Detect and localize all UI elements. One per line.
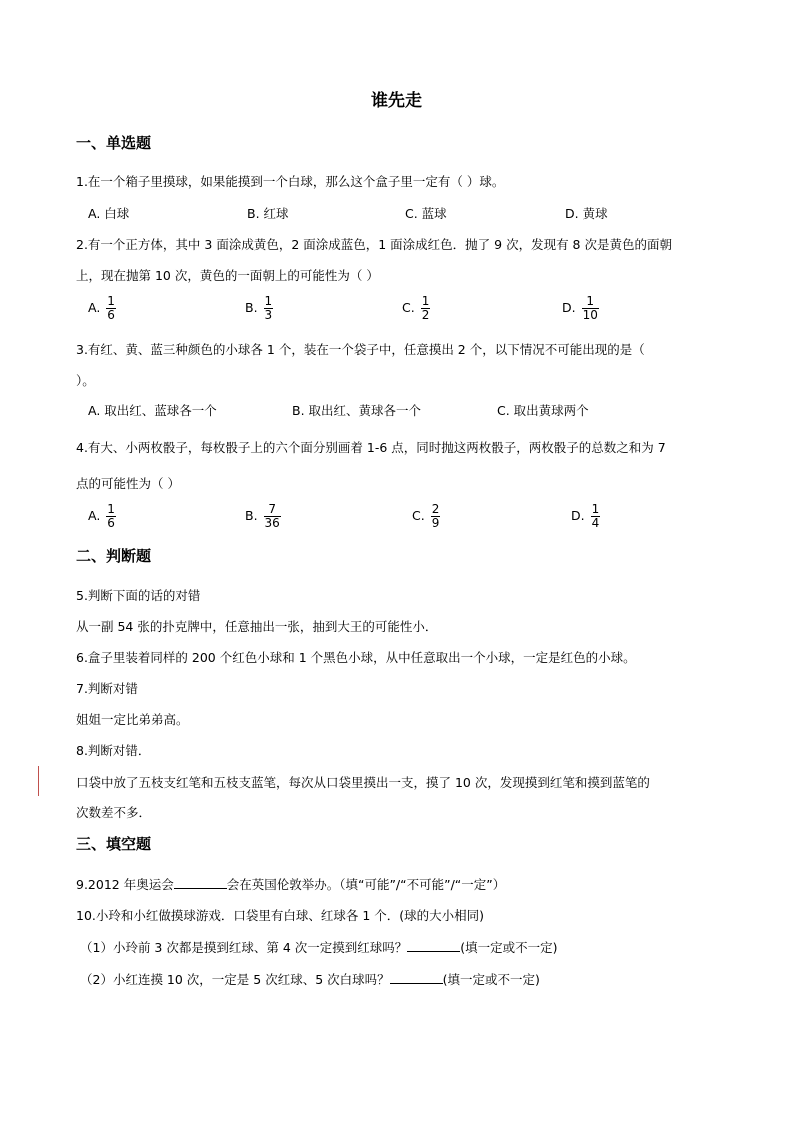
section-heading-true-false: 二、判断题 xyxy=(76,547,152,565)
q4-option-c[interactable] xyxy=(412,503,440,530)
fraction xyxy=(106,503,116,530)
fraction xyxy=(421,295,431,322)
question-3-line-2: ）。 xyxy=(76,373,95,388)
fraction-numerator: 7 xyxy=(268,502,276,516)
fraction-denominator: 9 xyxy=(431,516,440,530)
fraction-denominator: 6 xyxy=(107,516,115,530)
q2-option-a[interactable] xyxy=(88,295,116,322)
option-label: C. xyxy=(412,508,425,523)
q2-option-d[interactable] xyxy=(562,295,599,322)
fraction-numerator: 1 xyxy=(586,294,595,308)
question-6-line-1: 6.盒子里装着同样的 200 个红色小球和 1 个黑色小球，从中任意取出一个小球，一定是红色的小球。 xyxy=(76,650,636,665)
sub-question-hint: (填一定或不一定) xyxy=(460,940,558,955)
fraction xyxy=(582,295,599,322)
fraction xyxy=(431,503,441,530)
fraction-denominator: 4 xyxy=(591,516,600,530)
option-label: B. xyxy=(245,508,258,523)
fraction xyxy=(106,295,116,322)
edit-margin-mark xyxy=(38,766,39,796)
answer-blank[interactable] xyxy=(174,876,227,889)
q2-option-c[interactable] xyxy=(402,295,430,322)
question-2-line-2: 上，现在抛第 10 次，黄色的一面朝上的可能性为（ ） xyxy=(76,268,379,283)
q1-option-a[interactable]: A. 白球 xyxy=(88,206,130,221)
fraction-denominator: 10 xyxy=(582,308,598,322)
question-10-line-1: 10.小玲和小红做摸球游戏．口袋里有白球、红球各 1 个．(球的大小相同) xyxy=(76,908,485,923)
q1-option-b[interactable]: B. 红球 xyxy=(247,206,289,221)
q3-option-b[interactable]: B. 取出红、黄球各一个 xyxy=(292,403,422,418)
question-1-text: 1.在一个箱子里摸球，如果能摸到一个白球，那么这个盒子里一定有（ ）球。 xyxy=(76,174,505,189)
fraction-numerator: 1 xyxy=(107,502,115,516)
fraction-numerator: 2 xyxy=(431,502,440,516)
section-heading-single-choice: 一、单选题 xyxy=(76,134,152,152)
question-9-suffix: 会在英国伦敦举办。（填“可能”/“不可能”/“一定”） xyxy=(226,877,506,892)
question-8-line-2: 口袋中放了五枝支红笔和五枝支蓝笔，每次从口袋里摸出一支，摸了 10 次，发现摸到红笔和摸到蓝笔的 xyxy=(76,775,650,790)
fraction xyxy=(264,295,274,322)
question-5-line-1: 5.判断下面的话的对错 xyxy=(76,588,201,603)
q3-option-a[interactable]: A. 取出红、蓝球各一个 xyxy=(88,403,217,418)
q4-option-b[interactable] xyxy=(245,503,281,530)
fraction-numerator: 1 xyxy=(591,502,600,516)
option-label: A. xyxy=(88,300,101,315)
sub-question-text: （1）小玲前 3 次都是摸到红球、第 4 次一定摸到红球吗？ xyxy=(80,940,408,955)
question-3-line-1: 3.有红、黄、蓝三种颜色的小球各 1 个，装在一个袋子中，任意摸出 2 个，以下情况不可能出现的是（ xyxy=(76,342,645,357)
answer-blank[interactable] xyxy=(407,939,460,952)
question-4-line-1: 4.有大、小两枚骰子，每枚骰子上的六个面分别画着 1-6 点，同时抛这两枚骰子，两枚骰子的总数之和为 7 xyxy=(76,440,666,455)
q1-option-c[interactable]: C. 蓝球 xyxy=(405,206,447,221)
option-label: C. xyxy=(402,300,415,315)
fraction-denominator: 3 xyxy=(264,308,273,322)
q2-option-b[interactable] xyxy=(245,295,273,322)
sub-question-text: （2）小红连摸 10 次，一定是 5 次红球、5 次白球吗？ xyxy=(80,972,390,987)
q1-option-d[interactable]: D. 黄球 xyxy=(565,206,608,221)
question-5-line-2: 从一副 54 张的扑克牌中，任意抽出一张，抽到大王的可能性小． xyxy=(76,619,438,634)
question-9-prefix: 9.2012 年奥运会 xyxy=(76,877,174,892)
fraction-denominator: 6 xyxy=(107,308,115,322)
question-8-line-1: 8.判断对错． xyxy=(76,743,151,758)
question-4-line-2: 点的可能性为（ ） xyxy=(76,476,180,491)
question-2-line-1: 2.有一个正方体，其中 3 面涂成黄色，2 面涂成蓝色，1 面涂成红色．抛了 9 次，发现有 8 次是黄色的面朝 xyxy=(76,237,672,252)
option-label: B. xyxy=(245,300,258,315)
q4-option-a[interactable] xyxy=(88,503,116,530)
fraction-denominator: 2 xyxy=(421,308,430,322)
option-label: D. xyxy=(562,300,576,315)
fraction-denominator: 36 xyxy=(264,516,280,530)
option-label: D. xyxy=(571,508,585,523)
q3-option-c[interactable]: C. 取出黄球两个 xyxy=(497,403,589,418)
question-10-sub-2 xyxy=(80,970,540,988)
question-10-sub-1 xyxy=(80,938,558,956)
fraction-numerator: 1 xyxy=(421,294,430,308)
fraction-numerator: 1 xyxy=(264,294,273,308)
fraction-numerator: 1 xyxy=(107,294,115,308)
section-heading-fill-blank: 三、填空题 xyxy=(76,835,152,853)
page-title: 谁先走 xyxy=(371,91,422,111)
sub-question-hint: (填一定或不一定) xyxy=(442,972,540,987)
answer-blank[interactable] xyxy=(390,971,443,984)
question-8-line-3: 次数差不多． xyxy=(76,805,152,820)
question-7-line-2: 姐姐一定比弟弟高。 xyxy=(76,712,189,727)
option-label: A. xyxy=(88,508,101,523)
question-9 xyxy=(76,875,505,893)
fraction xyxy=(264,503,281,530)
question-7-line-1: 7.判断对错 xyxy=(76,681,138,696)
fraction xyxy=(591,503,601,530)
q4-option-d[interactable] xyxy=(571,503,600,530)
